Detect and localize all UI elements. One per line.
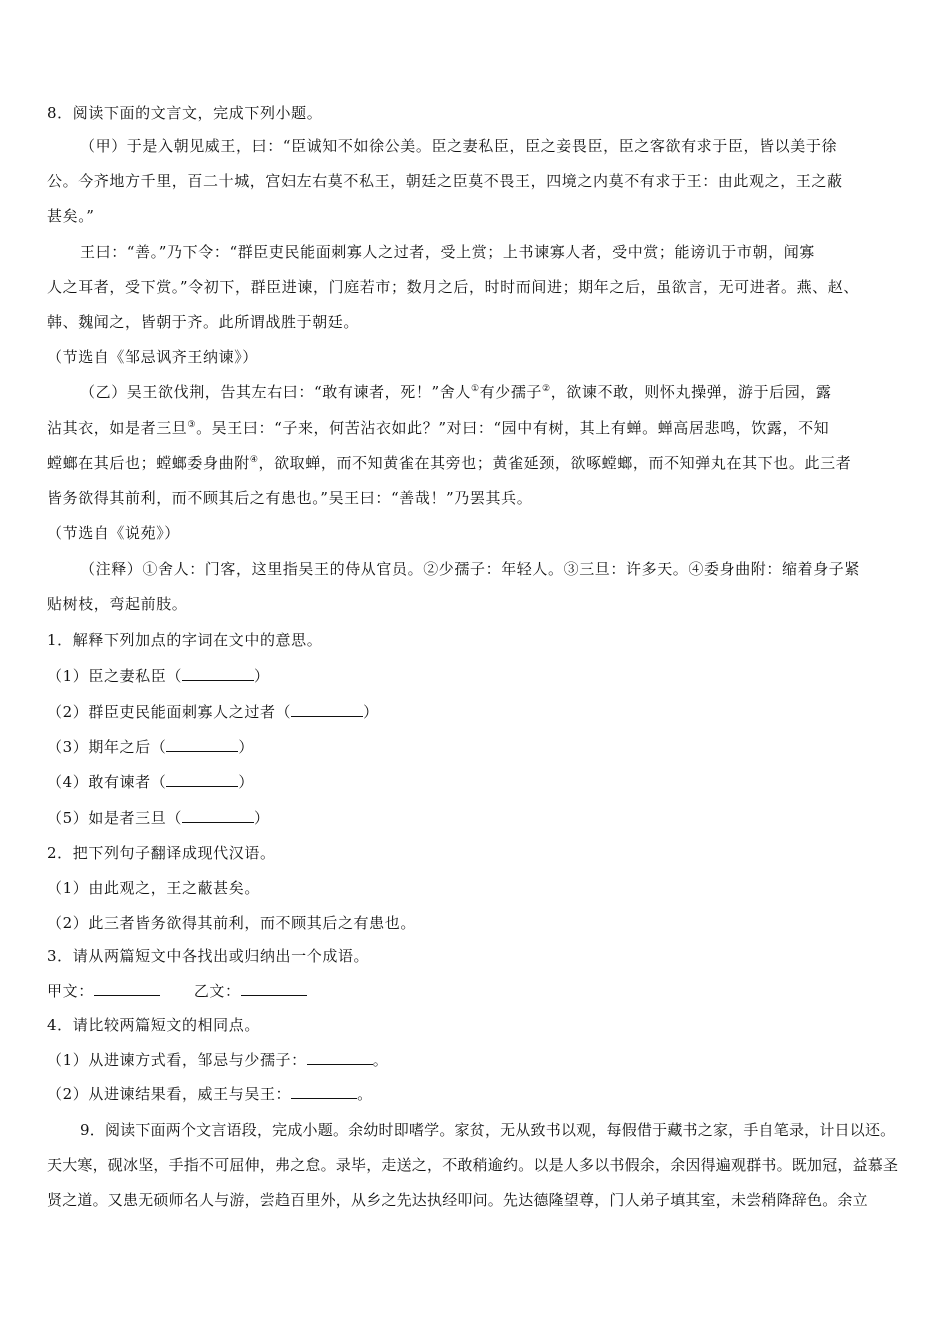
answer-blank[interactable] — [94, 981, 160, 996]
answer-blank[interactable] — [182, 666, 254, 681]
sub4-item-1: （1）从进谏方式看，邹忌与少孺子： 。 — [47, 1051, 389, 1069]
sub2-title: 2．把下列句子翻译成现代汉语。 — [47, 844, 276, 862]
sub2-item-2: （2）此三者皆务欲得其前利，而不顾其后之有患也。 — [47, 914, 416, 932]
q9-line-3: 贤之道。又患无硕师名人与游，尝趋百里外，从乡之先达执经叩问。先达德隆望尊，门人弟子填其室，未尝稍降辞色。余立 — [47, 1191, 868, 1209]
jia-line-6: 韩、魏闻之，皆朝于齐。此所谓战胜于朝廷。 — [47, 313, 360, 331]
sub1-item-3: （3）期年之后（ ） — [47, 738, 254, 756]
jia-line-3: 甚矣。” — [47, 207, 95, 225]
sub1-item-1: （1）臣之妻私臣（ ） — [47, 667, 270, 685]
sub4-item-2: （2）从进谏结果看，威王与吴王： 。 — [47, 1085, 373, 1103]
notes-line-2: 贴树枝，弯起前肢。 — [47, 595, 188, 613]
notes-line-1: （注释）①舍人：门客，这里指吴王的侍从官员。②少孺子：年轻人。③三旦：许多天。④委身曲附：缩着身子紧 — [80, 560, 861, 578]
answer-blank[interactable] — [307, 1050, 373, 1065]
sub2-item-1: （1）由此观之，王之蔽甚矣。 — [47, 879, 260, 897]
answer-blank[interactable] — [166, 772, 238, 787]
answer-blank[interactable] — [241, 981, 307, 996]
yi-line-1: （乙）吴王欲伐荆，告其左右曰：“敢有谏者，死！”舍人①有少孺子②，欲谏不敢，则怀丸操弹，游于后园，露 — [80, 383, 832, 401]
yi-line-3: 螳螂在其后也；螳螂委身曲附④，欲取蝉，而不知黄雀在其旁也；黄雀延颈，欲啄螳螂，而不知弹丸在其下也。此三者 — [47, 454, 852, 472]
yi-line-2: 沾其衣，如是者三旦③。吴王曰：“子来，何苦沾衣如此？”对曰：“园中有树，其上有蝉。蝉高居悲鸣，饮露，不知 — [47, 419, 830, 437]
answer-blank[interactable] — [291, 1084, 357, 1099]
sub1-item-4: （4）敢有谏者（ ） — [47, 773, 254, 791]
jia-line-5: 人之耳者，受下赏。”令初下，群臣进谏，门庭若市；数月之后，时时而间进；期年之后，虽欲言，无可进者。燕、赵、 — [47, 278, 859, 296]
jia-line-1: （甲）于是入朝见威王，曰：“臣诚知不如徐公美。臣之妻私臣，臣之妾畏臣，臣之客欲有求于臣，皆以美于徐 — [80, 137, 838, 155]
sub3-answers: 甲文： 乙文： — [47, 981, 907, 1001]
yi-source: （节选自《说苑》） — [47, 524, 180, 542]
sub4-title: 4．请比较两篇短文的相同点。 — [47, 1016, 260, 1034]
q8-title: 8．阅读下面的文言文，完成下列小题。 — [47, 104, 323, 122]
sub1-title: 1．解释下列加点的字词在文中的意思。 — [47, 631, 323, 649]
jia-line-2: 公。今齐地方千里，百二十城，宫妇左右莫不私王，朝廷之臣莫不畏王，四境之内莫不有求于王：由此观之，王之蔽 — [47, 172, 843, 190]
sub3-title: 3．请从两篇短文中各找出或归纳出一个成语。 — [47, 947, 370, 965]
q9-line-2: 天大寒，砚冰坚，手指不可屈伸，弗之怠。录毕，走送之，不敢稍逾约。以是人多以书假余，余因得遍观群书。既加冠，益慕圣 — [47, 1156, 899, 1174]
sub1-item-2: （2）群臣吏民能面刺寡人之过者（ ） — [47, 703, 379, 721]
q9-line-1: 9．阅读下面两个文言语段，完成小题。余幼时即嗜学。家贫，无从致书以观，每假借于藏书之家，手自笔录，计日以还。 — [80, 1121, 896, 1139]
jia-line-4: 王曰：“善。”乃下令：“群臣吏民能面刺寡人之过者，受上赏；上书谏寡人者，受中赏；能谤讥于市朝，闻寡 — [80, 243, 815, 261]
answer-blank[interactable] — [291, 702, 363, 717]
answer-blank[interactable] — [182, 808, 254, 823]
answer-blank[interactable] — [166, 737, 238, 752]
sub1-item-5: （5）如是者三旦（ ） — [47, 809, 270, 827]
jia-source: （节选自《邹忌讽齐王纳谏》） — [47, 348, 258, 366]
yi-line-4: 皆务欲得其前利，而不顾其后之有患也。”吴王曰：“善哉！”乃罢其兵。 — [47, 489, 533, 507]
